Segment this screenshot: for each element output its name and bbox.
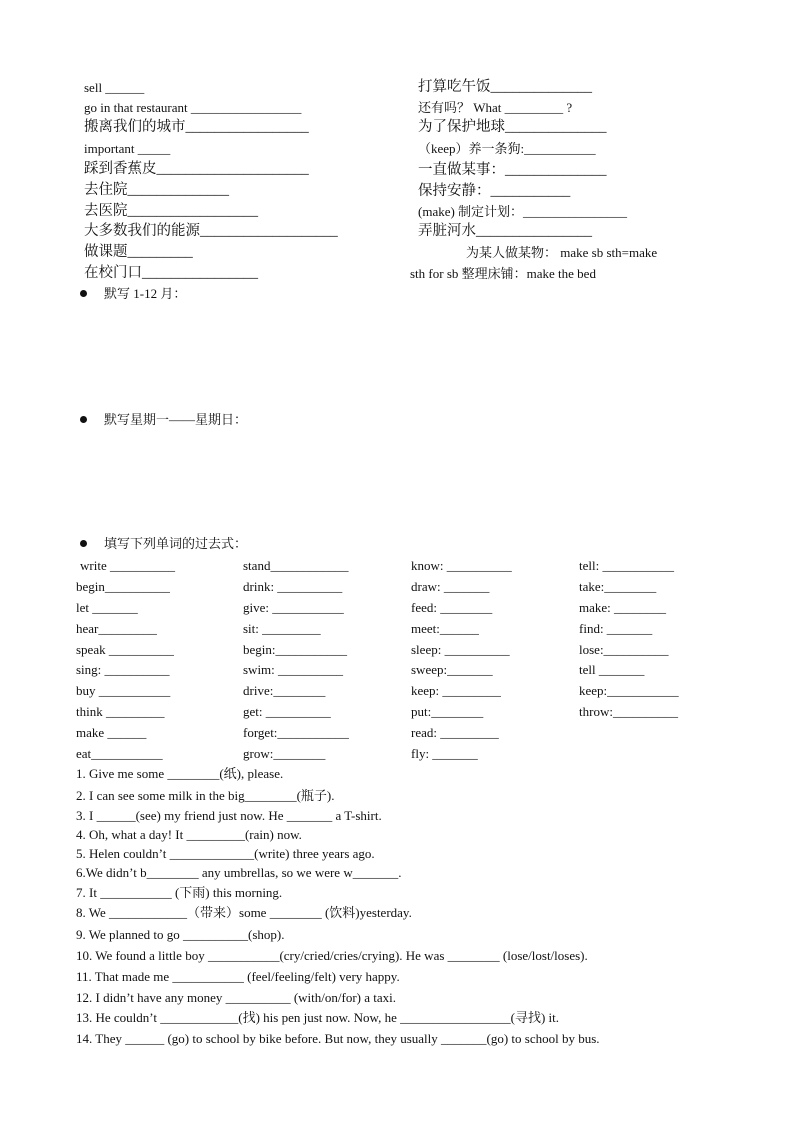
phrase-left-8: 大多数我们的能源___________________	[84, 223, 338, 239]
verb-item: hear_________	[76, 621, 157, 636]
verb-item: grow:________	[243, 746, 326, 761]
verb-item: lose:__________	[579, 642, 669, 657]
verb-item: throw:__________	[579, 704, 678, 719]
exercise-sentence: 3. I ______(see) my friend just now. He _______ a T-shirt.	[76, 808, 382, 823]
verb-item: keep: _________	[411, 683, 501, 698]
verb-item: stand____________	[243, 558, 349, 573]
phrase-right-7: (make) 制定计划：________________	[418, 204, 628, 219]
verb-item: give: ___________	[243, 600, 344, 615]
exercise-sentence: 9. We planned to go __________(shop).	[76, 927, 285, 942]
bullet-icon	[80, 416, 87, 423]
phrase-right-6: 保持安静：___________	[418, 183, 571, 199]
section-months-heading: 默写 1-12 月：	[104, 286, 187, 301]
bullet-icon	[80, 290, 87, 297]
verb-item: make ______	[76, 725, 147, 740]
verb-item: fly: _______	[411, 746, 478, 761]
verb-item: begin__________	[76, 579, 170, 594]
phrase-right-2: 还有吗？ What _________ ?	[418, 100, 573, 115]
exercise-sentence: 2. I can see some milk in the big________(瓶子).	[76, 788, 335, 803]
verb-item: begin:___________	[243, 642, 347, 657]
phrase-left-9: 做课题_________	[84, 244, 193, 260]
verb-item: know: __________	[411, 558, 512, 573]
exercise-sentence: 6.We didn’t b________ any umbrellas, so we were w_______.	[76, 865, 402, 880]
verb-item: feed: ________	[411, 600, 493, 615]
phrase-left-6: 去住院______________	[84, 182, 229, 198]
verb-item: get: __________	[243, 704, 331, 719]
phrase-left-3: 搬离我们的城市_________________	[84, 119, 309, 135]
verb-item: write __________	[80, 558, 175, 573]
verb-item: sing: __________	[76, 662, 170, 677]
phrase-right-3: 为了保护地球______________	[418, 119, 607, 135]
verb-item: sweep:_______	[411, 662, 493, 677]
exercise-sentence: 7. It ___________ (下雨) this morning.	[76, 885, 283, 900]
verb-item: make: ________	[579, 600, 667, 615]
verb-item: meet:______	[411, 621, 479, 636]
phrase-left-2: go in that restaurant _________________	[84, 100, 302, 115]
verb-item: draw: _______	[411, 579, 490, 594]
phrase-right-4: （keep）养一条狗:___________	[418, 141, 596, 156]
verb-item: drive:________	[243, 683, 326, 698]
verb-item: tell: ___________	[579, 558, 674, 573]
phrase-left-10: 在校门口________________	[84, 265, 258, 281]
phrase-right-10: sth for sb 整理床铺：make the bed	[410, 266, 596, 281]
phrase-right-9: 为某人做某物： make sb sth=make	[466, 245, 658, 260]
phrase-left-4: important _____	[84, 141, 171, 156]
phrase-left-7: 去医院__________________	[84, 203, 258, 219]
verb-item: tell _______	[579, 662, 645, 677]
verb-item: buy ___________	[76, 683, 171, 698]
verb-item: swim: __________	[243, 662, 344, 677]
exercise-sentence: 14. They ______ (go) to school by bike before. But now, they usually _______(go) to school by bus.	[76, 1031, 600, 1046]
section-past-tense-heading: 填写下列单词的过去式：	[104, 536, 248, 551]
phrase-left-1: sell ______	[84, 80, 145, 95]
verb-item: put:________	[411, 704, 484, 719]
exercise-sentence: 5. Helen couldn’t _____________(write) three years ago.	[76, 846, 375, 861]
verb-item: drink: __________	[243, 579, 343, 594]
verb-item: keep:___________	[579, 683, 679, 698]
exercise-sentence: 11. That made me ___________ (feel/feeling/felt) very happy.	[76, 969, 400, 984]
phrase-left-5: 踩到香蕉皮_____________________	[84, 161, 309, 177]
phrase-right-8: 弄脏河水________________	[418, 223, 592, 239]
exercise-sentence: 10. We found a little boy ___________(cry/cried/cries/crying). He was ________ (lose/lost/loses).	[76, 948, 588, 963]
exercise-sentence: 4. Oh, what a day! It _________(rain) now.	[76, 827, 302, 842]
verb-item: read: _________	[411, 725, 499, 740]
verb-item: think _________	[76, 704, 165, 719]
bullet-icon	[80, 540, 87, 547]
exercise-sentence: 12. I didn’t have any money __________ (with/on/for) a taxi.	[76, 990, 397, 1005]
exercise-sentence: 1. Give me some ________(纸), please.	[76, 766, 284, 781]
verb-item: take:________	[579, 579, 657, 594]
verb-item: let _______	[76, 600, 138, 615]
verb-item: sleep: __________	[411, 642, 510, 657]
phrase-right-1: 打算吃午饭______________	[418, 79, 592, 95]
verb-item: forget:___________	[243, 725, 349, 740]
exercise-sentence: 13. He couldn’t ____________(找) his pen just now. Now, he _________________(寻找) it.	[76, 1010, 560, 1025]
phrase-right-5: 一直做某事：______________	[418, 162, 607, 178]
exercise-sentence: 8. We ____________（带来）some ________ (饮料)yesterday.	[76, 905, 412, 920]
section-weekdays-heading: 默写星期一——星期日：	[104, 412, 248, 427]
verb-item: find: _______	[579, 621, 653, 636]
verb-item: speak __________	[76, 642, 174, 657]
verb-item: eat___________	[76, 746, 163, 761]
verb-item: sit: _________	[243, 621, 321, 636]
